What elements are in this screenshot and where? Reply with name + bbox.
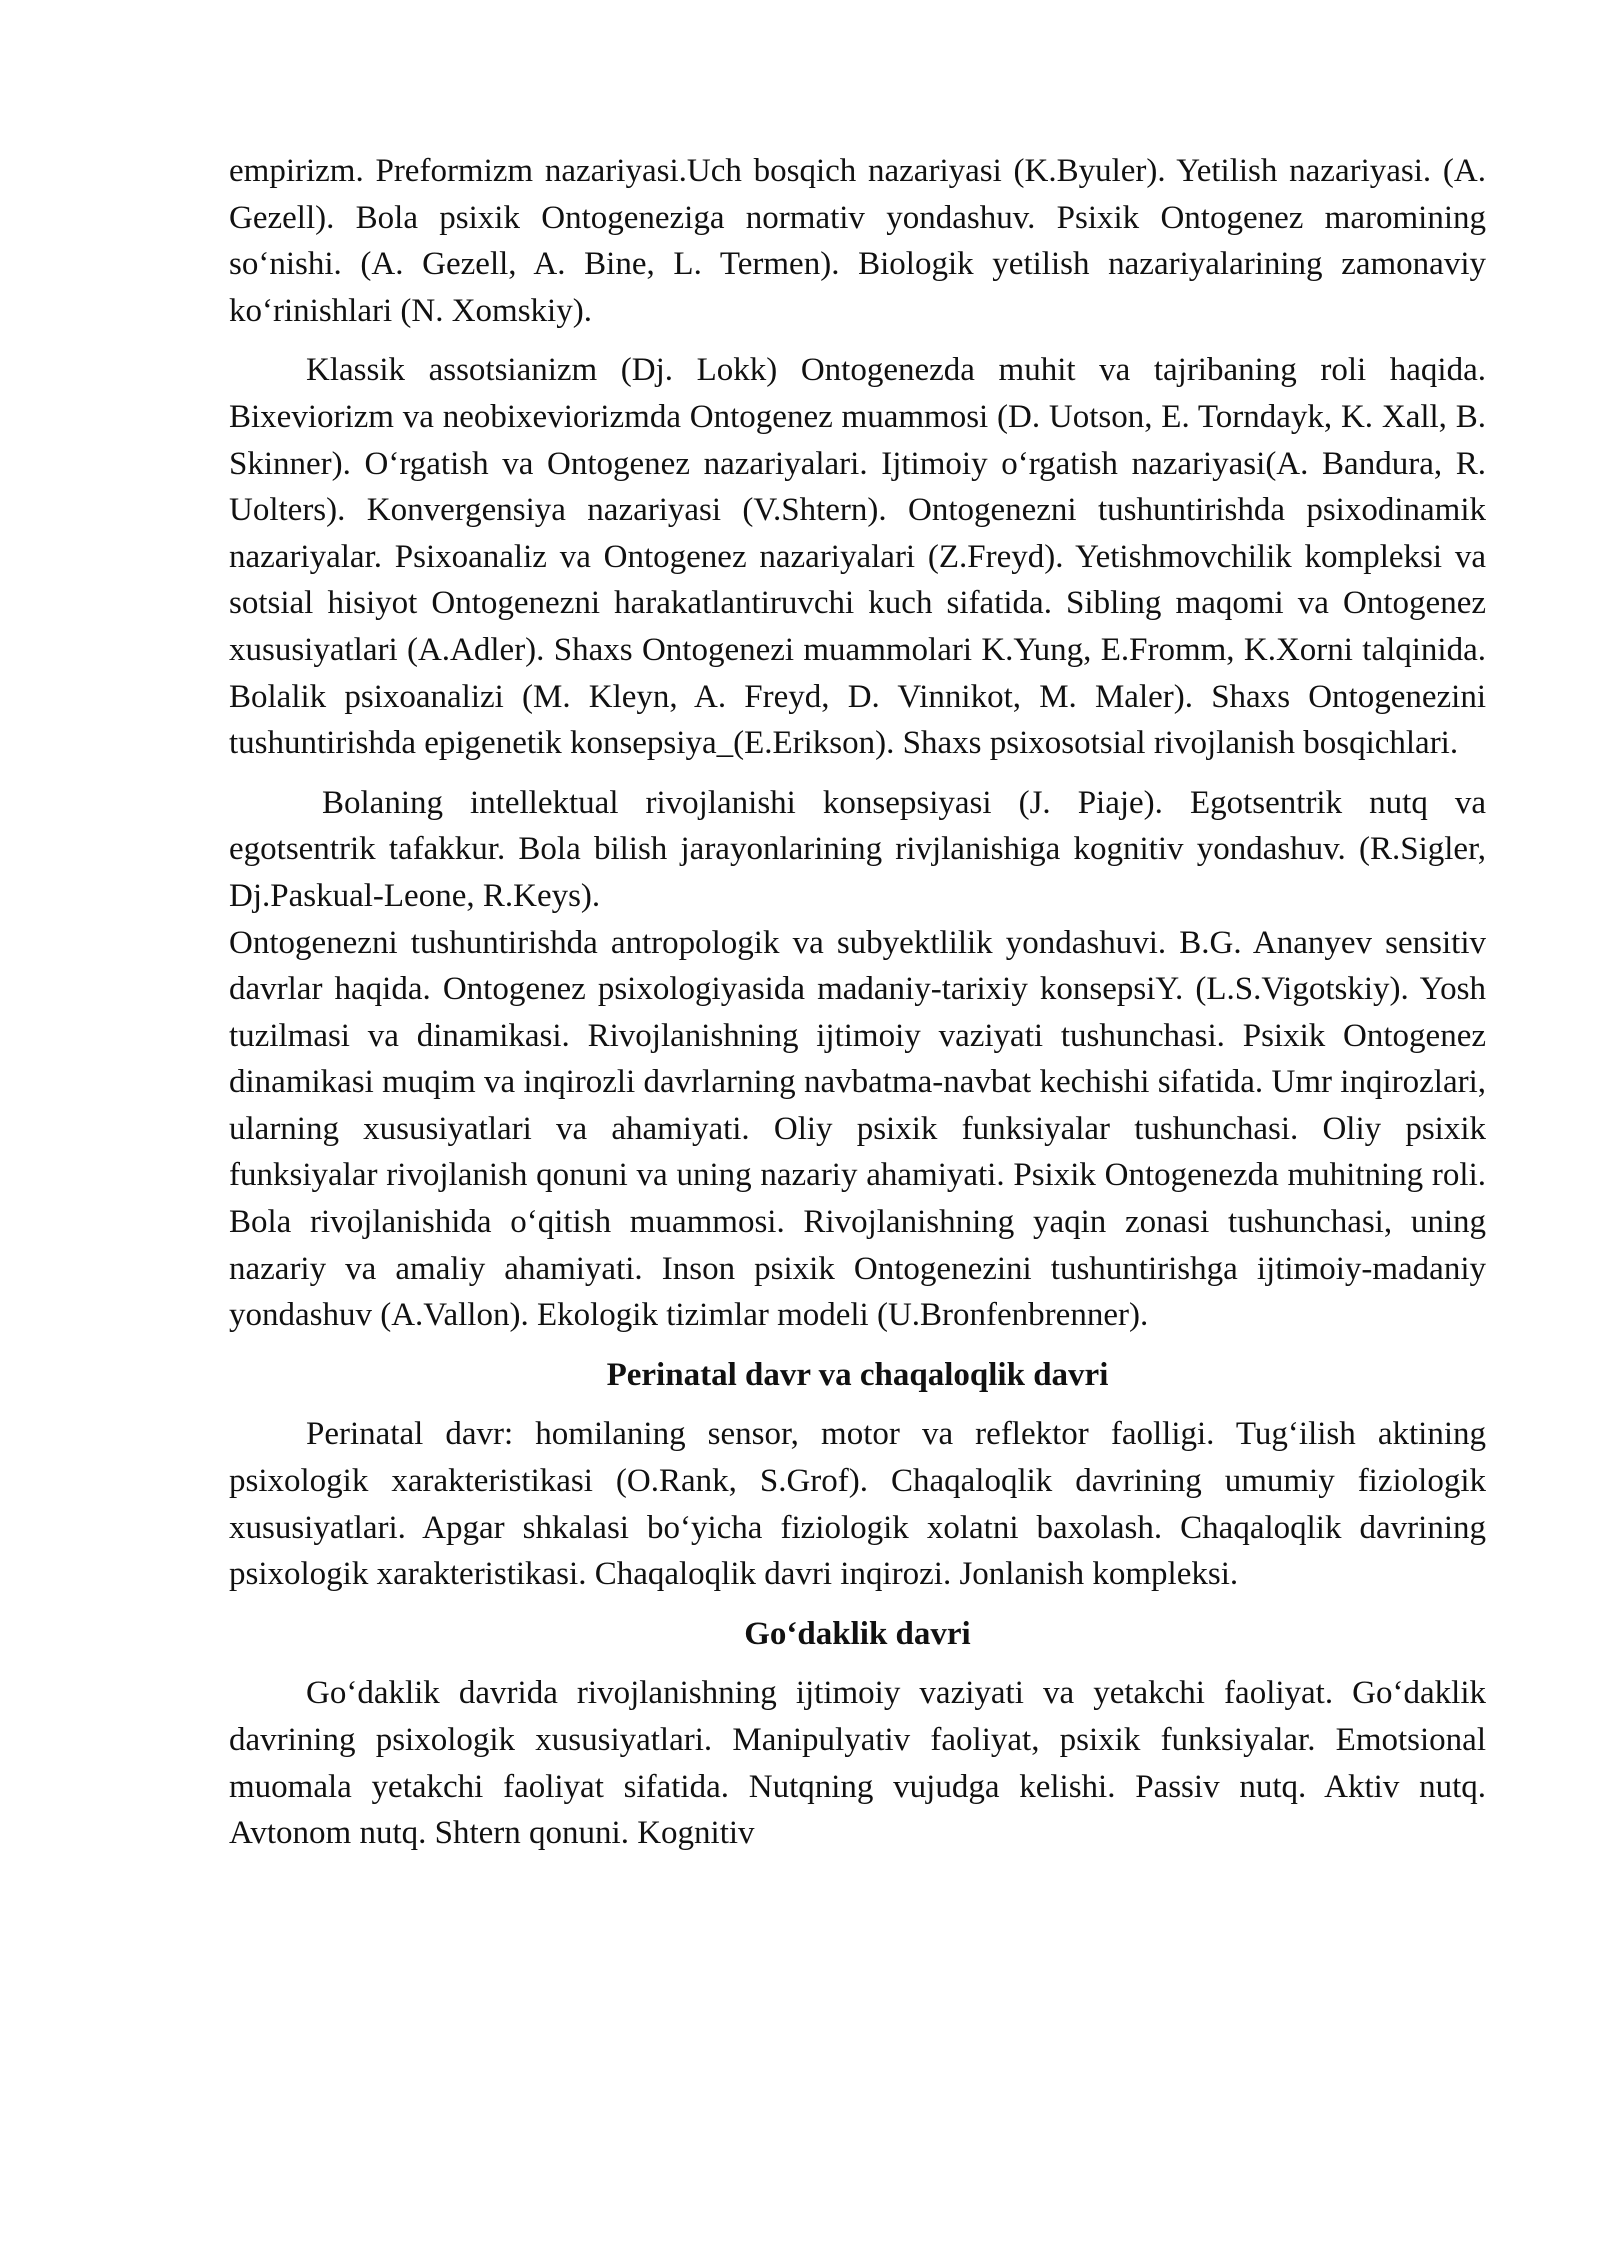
paragraph-intellectual-development: Bolaning intellektual rivojlanishi konsepsiyasi (J. Piaje). Egotsentrik nutq va egotsentrik tafakkur. Bola bilish jarayonlarining rivjlanishiga kognitiv yondashuv. (R.Sigler, Dj.Paskual-Leone, R.Keys). <box>229 784 1486 914</box>
paragraph-cultural-historical: Ontogenezni tushuntirishda antropologik va subyektlilik yondashuvi. B.G. Ananyev sensitiv davrlar haqida. Ontogenez psixologiyasida madaniy-tarixiy konsepsiY. (L.S.Vigotskiy). Yosh tuzilmasi va dinamikasi. Rivojlanishning ijtimoiy vaziyati tushunchasi. Psixik Ontogenez dinamikasi muqim va inqirozli davrlarning navbatma-navbat kechishi sifatida. Umr inqirozlari, ularning xususiyatlari va ahamiyati. Oliy psixik funksiyalar tushunchasi. Oliy psixik funksiyalar rivojlanish qonuni va uning nazariy ahamiyati. Psixik Ontogenezda muhitning roli. Bola rivojlanishida o‘qitish muammosi. Rivojlanishning yaqin zonasi tushunchasi, uning nazariy va amaliy ahamiyati. Inson psixik Ontogenezini tushuntirishga ijtimoiy-madaniy yondashuv (A.Vallon). Ekologik tizimlar modeli (U.Bronfenbrenner). <box>229 924 1486 1334</box>
paragraph-infancy: Go‘daklik davrida rivojlanishning ijtimoiy vaziyati va yetakchi faoliyat. Go‘daklik davrining psixologik xususiyatlari. Manipulyativ faoliyat, psixik funksiyalar. Emotsional muomala yetakchi faoliyat sifatida. Nutqning vujudga kelishi. Passiv nutq. Aktiv nutq. Avtonom nutq. Shtern qonuni. Kognitiv <box>229 1675 1486 1852</box>
paragraph-perinatal: Perinatal davr: homilaning sensor, motor va reflektor faolligi. Tug‘ilish aktining psixologik xarakteristikasi (O.Rank, S.Grof). Chaqaloqlik davrining umumiy fiziologik xususiyatlari. Apgar shkalasi bo‘yicha fiziologik xolatni baxolash. Chaqaloqlik davrining psixologik xarakteristikasi. Chaqaloqlik davri inqirozi. Jonlanish kompleksi. <box>229 1416 1486 1593</box>
section-heading-perinatal: Perinatal davr va chaqaloqlik davri <box>606 1356 1109 1393</box>
section-heading-infancy: Go‘daklik davri <box>744 1615 971 1652</box>
paragraph-associationism: Klassik assotsianizm (Dj. Lokk) Ontogenezda muhit va tajribaning roli haqida. Bixeviorizm va neobixeviorizmda Ontogenez muammosi (D. Uotson, E. Torndayk, K. Xall, B. Skinner). O‘rgatish va Ontogenez nazariyalari. Ijtimoiy o‘rgatish nazariyasi(A. Bandura, R. Uolters). Konvergensiya nazariyasi (V.Shtern). Ontogenezni tushuntirishda psixodinamik nazariyalar. Psixoanaliz va Ontogenez nazariyalari (Z.Freyd). Yetishmovchilik kompleksi va sotsial hisiyot Ontogenezni harakatlantiruvchi kuch sifatida. Sibling maqomi va Ontogenez xususiyatlari (A.Adler). Shaxs Ontogenezi muammolari K.Yung, E.Fromm, K.Xorni talqinida. Bolalik psixoanalizi (M. Kleyn, A. Freyd, D. Vinnikot, M. Maler). Shaxs Ontogenezini tushuntirishda epigenetik konsepsiya_(E.Erikson). Shaxs psixosotsial rivojlanish bosqichlari. <box>229 352 1486 762</box>
document-page <box>229 148 1486 1857</box>
paragraph-theories-intro: empirizm. Preformizm nazariyasi.Uch bosqich nazariyasi (K.Byuler). Yetilish nazariyasi. (A. Gezell). Bola psixik Ontogeneziga normativ yondashuv. Psixik Ontogenez maromining so‘nishi. (A. Gezell, A. Bine, L. Termen). Biologik yetilish nazariyalarining zamonaviy ko‘rinishlari (N. Xomskiy). <box>229 153 1486 329</box>
